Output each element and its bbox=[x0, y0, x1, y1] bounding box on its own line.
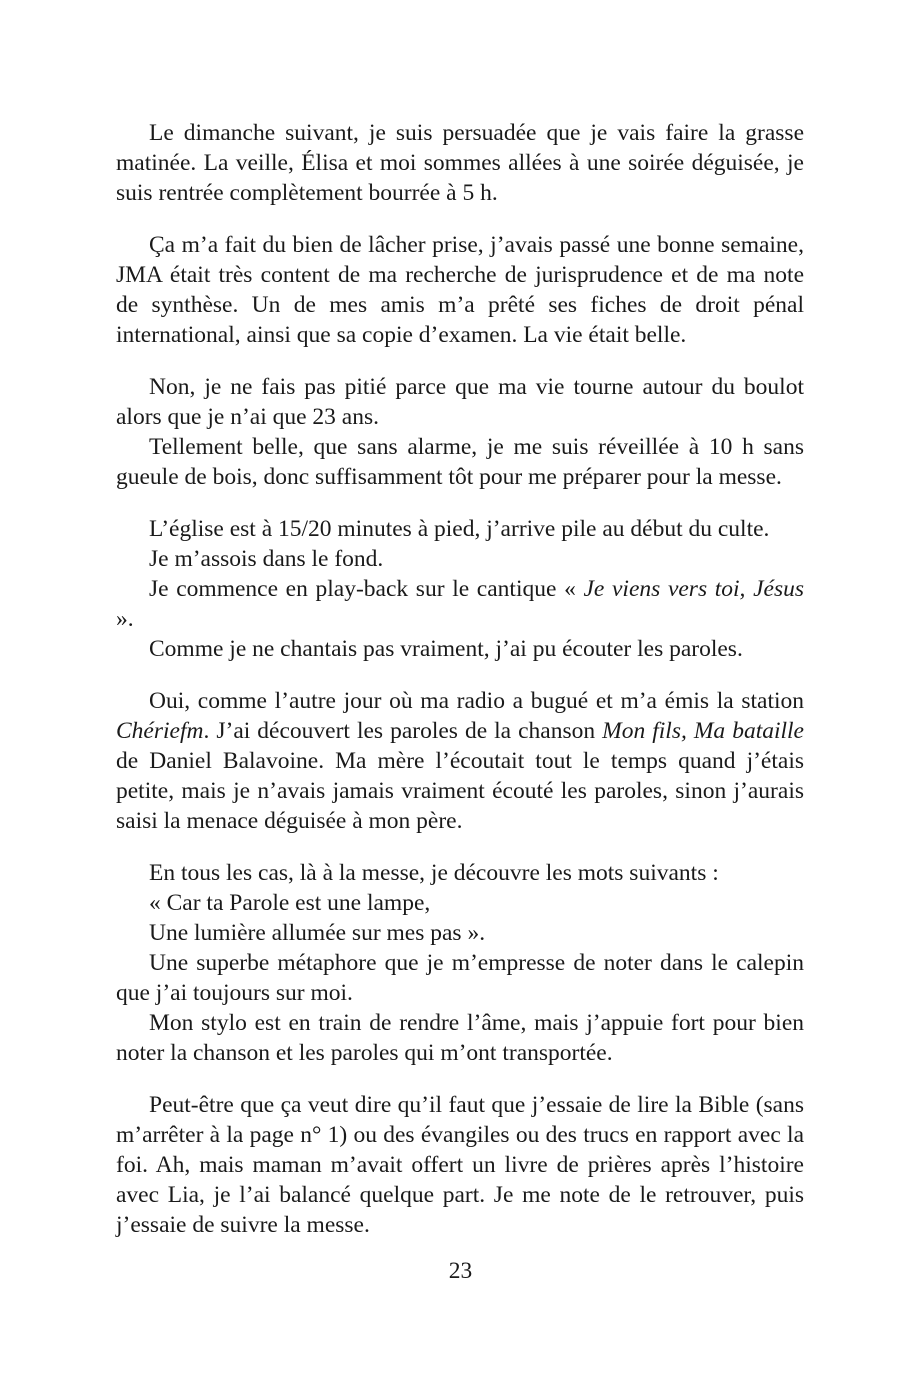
text-run: En tous les cas, là à la messe, je découvre les mots suivants : bbox=[149, 860, 719, 886]
text-run: Peut-être que ça veut dire qu’il faut que j’essaie de lire la Bible (sans m’arrêter à la page n° 1) ou des évangiles ou des trucs en rapport avec la foi. Ah, mais maman m’avait offert un livre de prières après l’histoire avec Lia, je l’ai balancé quelque part. Je me note de le retrouver, puis j’essaie de suivre la messe. bbox=[116, 1092, 804, 1238]
paragraph bbox=[116, 372, 804, 432]
text-run: Une superbe métaphore que je m’empresse de noter dans le calepin que j’ai toujours sur moi. bbox=[116, 950, 804, 1006]
text-run: « Car ta Parole est une lampe, bbox=[149, 890, 431, 916]
hymn-title: Je viens vers toi, Jésus bbox=[583, 576, 804, 602]
text-run: Comme je ne chantais pas vraiment, j’ai pu écouter les paroles. bbox=[149, 636, 743, 662]
paragraph bbox=[116, 918, 804, 948]
radio-station-name: Chériefm bbox=[116, 718, 204, 744]
body-text bbox=[116, 118, 804, 1240]
text-run: Non, je ne fais pas pitié parce que ma vie tourne autour du boulot alors que je n’ai que 23 ans. bbox=[116, 374, 804, 430]
text-run: Mon stylo est en train de rendre l’âme, mais j’appuie fort pour bien noter la chanson et les paroles qui m’ont transportée. bbox=[116, 1010, 804, 1066]
text-run: Je commence en play-back sur le cantique « bbox=[149, 576, 584, 602]
paragraph bbox=[116, 230, 804, 350]
paragraph bbox=[116, 948, 804, 1008]
paragraph bbox=[116, 888, 804, 918]
paragraph bbox=[116, 574, 804, 634]
page-number: 23 bbox=[448, 1258, 473, 1284]
text-run: Tellement belle, que sans alarme, je me suis réveillée à 10 h sans gueule de bois, donc suffisamment tôt pour me préparer pour la messe. bbox=[116, 434, 804, 490]
paragraph bbox=[116, 634, 804, 664]
text-run: ». bbox=[116, 606, 134, 632]
text-run: Une lumière allumée sur mes pas ». bbox=[149, 920, 486, 946]
paragraph bbox=[116, 1090, 804, 1240]
paragraph bbox=[116, 1008, 804, 1068]
text-run: de Daniel Balavoine. Ma mère l’écoutait tout le temps quand j’étais petite, mais je n’avais jamais vraiment écouté les paroles, sinon j’aurais saisi la menace déguisée à mon père. bbox=[116, 748, 804, 834]
text-run: . J’ai découvert les paroles de la chanson bbox=[203, 718, 603, 744]
text-run: Ça m’a fait du bien de lâcher prise, j’avais passé une bonne semaine, JMA était très content de ma recherche de jurisprudence et de ma note de synthèse. Un de mes amis m’a prêté ses fiches de droit pénal international, ainsi que sa copie d’examen. La vie était belle. bbox=[116, 232, 804, 348]
text-run: Je m’assois dans le fond. bbox=[149, 546, 384, 572]
song-title: Mon fils, Ma bataille bbox=[602, 718, 804, 744]
text-run: L’église est à 15/20 minutes à pied, j’arrive pile au début du culte. bbox=[149, 516, 770, 542]
paragraph bbox=[116, 514, 804, 544]
text-run: Oui, comme l’autre jour où ma radio a bugué et m’a émis la station bbox=[149, 688, 804, 714]
text-run: Le dimanche suivant, je suis persuadée que je vais faire la grasse matinée. La veille, Élisa et moi sommes allées à une soirée déguisée, je suis rentrée complètement bourrée à 5 h. bbox=[116, 120, 804, 206]
paragraph bbox=[116, 686, 804, 836]
paragraph bbox=[116, 118, 804, 208]
paragraph bbox=[116, 544, 804, 574]
paragraph bbox=[116, 432, 804, 492]
paragraph bbox=[116, 858, 804, 888]
